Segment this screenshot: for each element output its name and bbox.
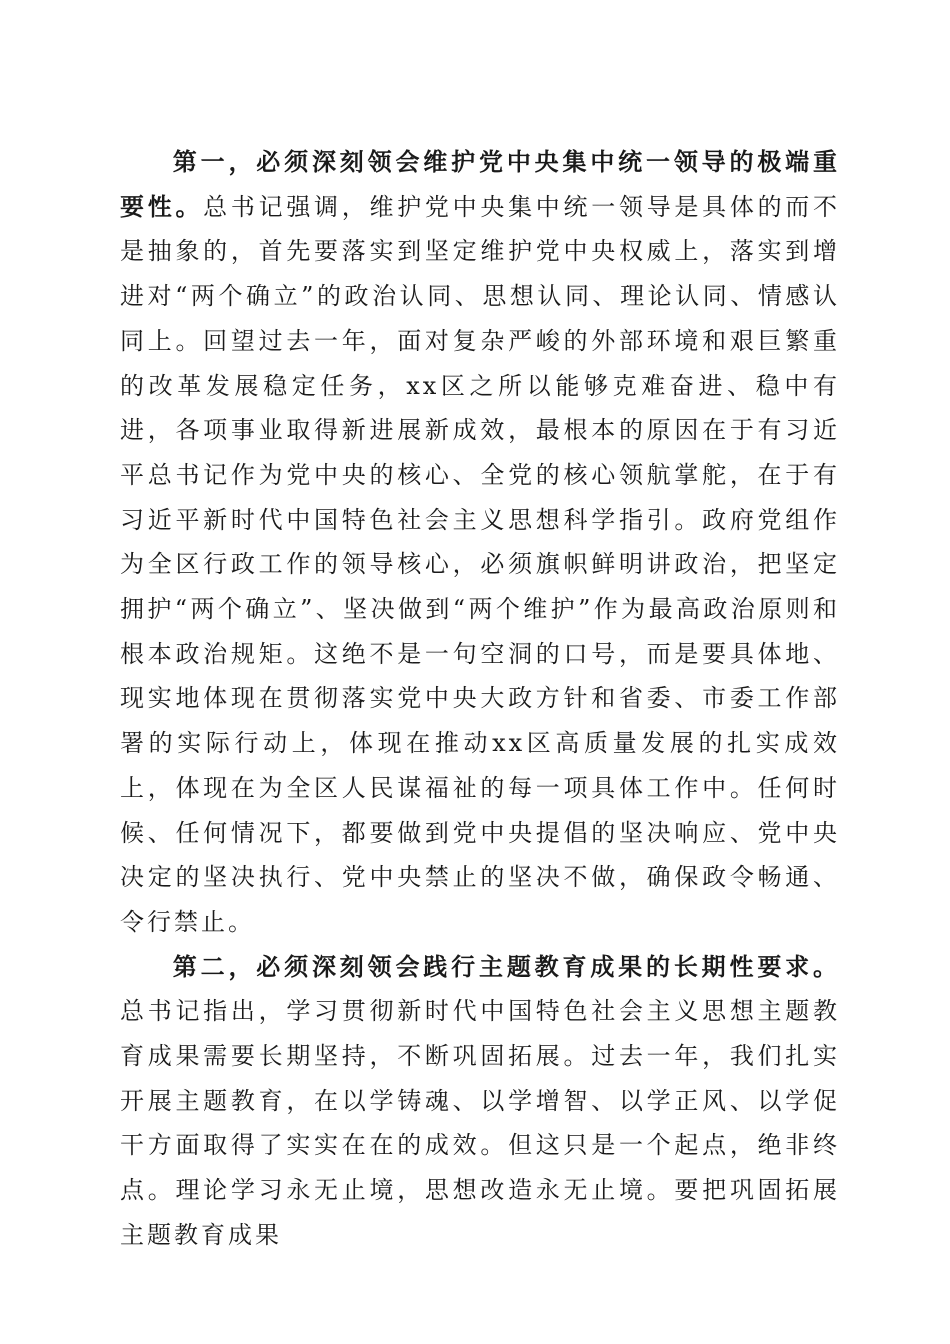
paragraph-2 (120, 945, 840, 1258)
paragraph-1-lead: 第一，必须深刻领会维护党中央集中统一领导的极端重要性。 (120, 147, 840, 221)
document-body (120, 140, 840, 1258)
paragraph-1-body: 总书记强调，维护党中央集中统一领导是具体的而不是抽象的，首先要落实到坚定维护党中央权威上，落实到增进对“两个确立”的政治认同、思想认同、理论认同、情感认同上。回望过去一年，面对复杂严峻的外部环境和艰巨繁重的改革发展稳定任务，xx区之所以能够克难奋进、稳中有进，各项事业取得新进展新成效，最根本的原因在于有习近平总书记作为党中央的核心、全党的核心领航掌舵，在于有习近平新时代中国特色社会主义思想科学指引。政府党组作为全区行政工作的领导核心，必须旗帜鲜明讲政治，把坚定拥护“两个确立”、坚决做到“两个维护”作为最高政治原则和根本政治规矩。这绝不是一句空洞的口号，而是要具体地、现实地体现在贯彻落实党中央大政方针和省委、市委工作部署的实际行动上，体现在推动xx区高质量发展的扎实成效上，体现在为全区人民谋福祉的每一项具体工作中。任何时候、任何情况下，都要做到党中央提倡的坚决响应、党中央决定的坚决执行、党中央禁止的坚决不做，确保政令畅通、令行禁止。 (120, 192, 841, 936)
paragraph-2-lead: 第二，必须深刻领会践行主题教育成果的长期性要求。 (172, 951, 840, 981)
paragraph-1 (120, 140, 840, 945)
paragraph-2-body: 总书记指出，学习贯彻新时代中国特色社会主义思想主题教育成果需要长期坚持，不断巩固拓展。过去一年，我们扎实开展主题教育，在以学铸魂、以学增智、以学正风、以学促干方面取得了实实在在的成效。但这只是一个起点，绝非终点。理论学习永无止境，思想改造永无止境。要把巩固拓展主题教育成果 (120, 997, 840, 1249)
